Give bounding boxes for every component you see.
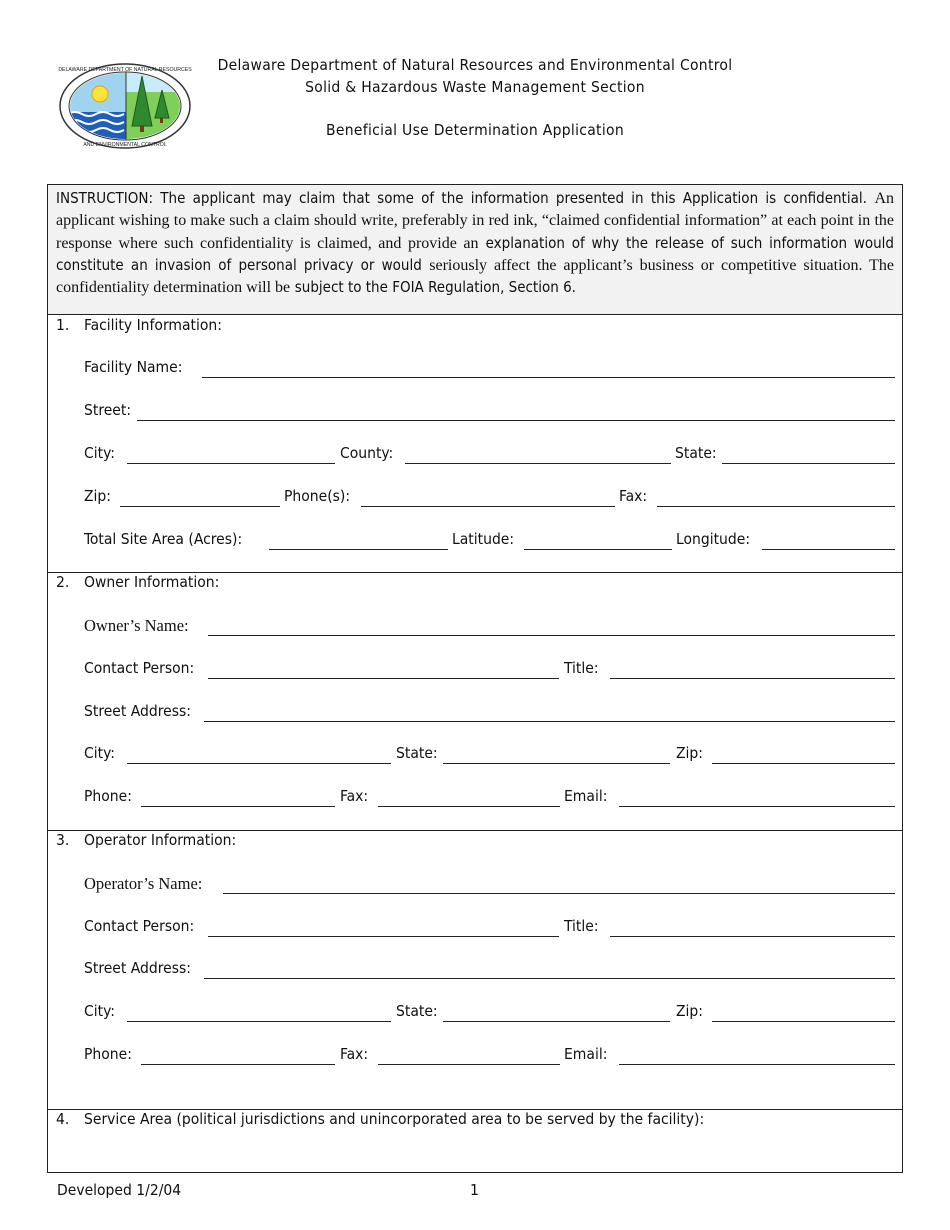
longitude-field[interactable]: [762, 530, 895, 550]
facility-city-field[interactable]: [127, 444, 335, 464]
owner-fax-field[interactable]: [378, 787, 560, 807]
owner-street-field[interactable]: [204, 702, 895, 722]
owner-email-field[interactable]: [619, 787, 895, 807]
operator-contact-field[interactable]: [208, 917, 559, 937]
facility-phones-label: Phone(s):: [284, 487, 351, 505]
facility-fax-label: Fax:: [619, 487, 648, 505]
operator-street-label: Street Address:: [84, 959, 191, 977]
facility-street-field[interactable]: [137, 401, 895, 421]
facility-city-label: City:: [84, 444, 115, 462]
section-1-number: 1.: [56, 316, 70, 334]
section-4-number: 4.: [56, 1110, 70, 1128]
service-area-response[interactable]: [84, 1135, 894, 1169]
operator-city-field[interactable]: [127, 1002, 391, 1022]
facility-phones-field[interactable]: [361, 487, 615, 507]
facility-name-label: Facility Name:: [84, 358, 183, 376]
section-2-title: Owner Information:: [84, 573, 220, 591]
logo-text-top: DELAWARE DEPARTMENT OF NATURAL RESOURCES: [58, 67, 192, 73]
operator-zip-field[interactable]: [712, 1002, 895, 1022]
facility-state-field[interactable]: [722, 444, 895, 464]
operator-title-field[interactable]: [610, 917, 895, 937]
owner-email-label: Email:: [564, 787, 608, 805]
owner-zip-label: Zip:: [676, 744, 703, 762]
owner-title-field[interactable]: [610, 659, 895, 679]
section-3-number: 3.: [56, 831, 70, 849]
header-form-title: Beneficial Use Determination Application: [326, 121, 624, 139]
section-1-title: Facility Information:: [84, 316, 222, 334]
owner-title-label: Title:: [564, 659, 599, 677]
operator-street-field[interactable]: [204, 959, 895, 979]
facility-fax-field[interactable]: [657, 487, 895, 507]
operator-name-label: Operator’s Name:: [84, 874, 203, 893]
facility-zip-label: Zip:: [84, 487, 111, 505]
owner-fax-label: Fax:: [340, 787, 369, 805]
header-section: Solid & Hazardous Waste Management Section: [305, 78, 645, 96]
owner-phone-label: Phone:: [84, 787, 132, 805]
operator-state-label: State:: [396, 1002, 438, 1020]
operator-state-field[interactable]: [443, 1002, 670, 1022]
facility-zip-field[interactable]: [120, 487, 280, 507]
section-3-title: Operator Information:: [84, 831, 237, 849]
latitude-label: Latitude:: [452, 530, 515, 548]
operator-contact-label: Contact Person:: [84, 917, 195, 935]
latitude-field[interactable]: [524, 530, 672, 550]
section-4-title: Service Area (political jurisdictions and unincorporated area to be served by the facility):: [84, 1110, 705, 1128]
operator-email-field[interactable]: [619, 1045, 895, 1065]
operator-zip-label: Zip:: [676, 1002, 703, 1020]
facility-county-label: County:: [340, 444, 394, 462]
operator-fax-label: Fax:: [340, 1045, 369, 1063]
owner-phone-field[interactable]: [141, 787, 335, 807]
operator-phone-field[interactable]: [141, 1045, 335, 1065]
header-department: Delaware Department of Natural Resources and Environmental Control: [217, 56, 733, 74]
facility-county-field[interactable]: [405, 444, 671, 464]
application-form: [47, 184, 903, 1173]
owner-contact-field[interactable]: [208, 659, 559, 679]
owner-state-field[interactable]: [443, 744, 670, 764]
facility-state-label: State:: [675, 444, 717, 462]
owner-name-field[interactable]: [208, 616, 895, 636]
owner-name-label: Owner’s Name:: [84, 616, 189, 635]
operator-title-label: Title:: [564, 917, 599, 935]
instruction-body: An applicant wishing to make such a claim should write, preferably in red ink, “claimed confidential information” at each point in the response where such confidentiality is claimed, and provide an: [56, 190, 894, 252]
operator-phone-label: Phone:: [84, 1045, 132, 1063]
facility-name-field[interactable]: [202, 358, 895, 378]
instruction-block: [48, 185, 902, 315]
operator-email-label: Email:: [564, 1045, 608, 1063]
longitude-label: Longitude:: [676, 530, 751, 548]
instruction-tail: seriously affect the applicant’s business or competitive situation. The confidentiality determination will be: [56, 256, 895, 297]
owner-state-label: State:: [396, 744, 438, 762]
facility-street-label: Street:: [84, 401, 132, 419]
footer-developed-date: Developed 1/2/04: [57, 1181, 182, 1199]
owner-city-field[interactable]: [127, 744, 391, 764]
operator-city-label: City:: [84, 1002, 115, 1020]
instruction-lead: INSTRUCTION: The applicant may claim that some of the information presented in this Application is confidential.: [56, 189, 867, 207]
site-area-field[interactable]: [269, 530, 448, 550]
footer-page-number: 1: [470, 1181, 479, 1199]
instruction-end: subject to the FOIA Regulation, Section 6.: [294, 278, 576, 297]
instruction-mid: explanation of why the release of such information would constitute an invasion of personal privacy or would: [56, 233, 895, 274]
owner-zip-field[interactable]: [712, 744, 895, 764]
logo-text-bottom: AND ENVIRONMENTAL CONTROL: [83, 142, 167, 148]
operator-name-field[interactable]: [223, 874, 895, 894]
operator-fax-field[interactable]: [378, 1045, 560, 1065]
owner-city-label: City:: [84, 744, 115, 762]
dnrec-seal-logo: [58, 62, 192, 150]
owner-street-label: Street Address:: [84, 702, 191, 720]
site-area-label: Total Site Area (Acres):: [84, 530, 243, 548]
owner-contact-label: Contact Person:: [84, 659, 195, 677]
section-2-number: 2.: [56, 573, 70, 591]
